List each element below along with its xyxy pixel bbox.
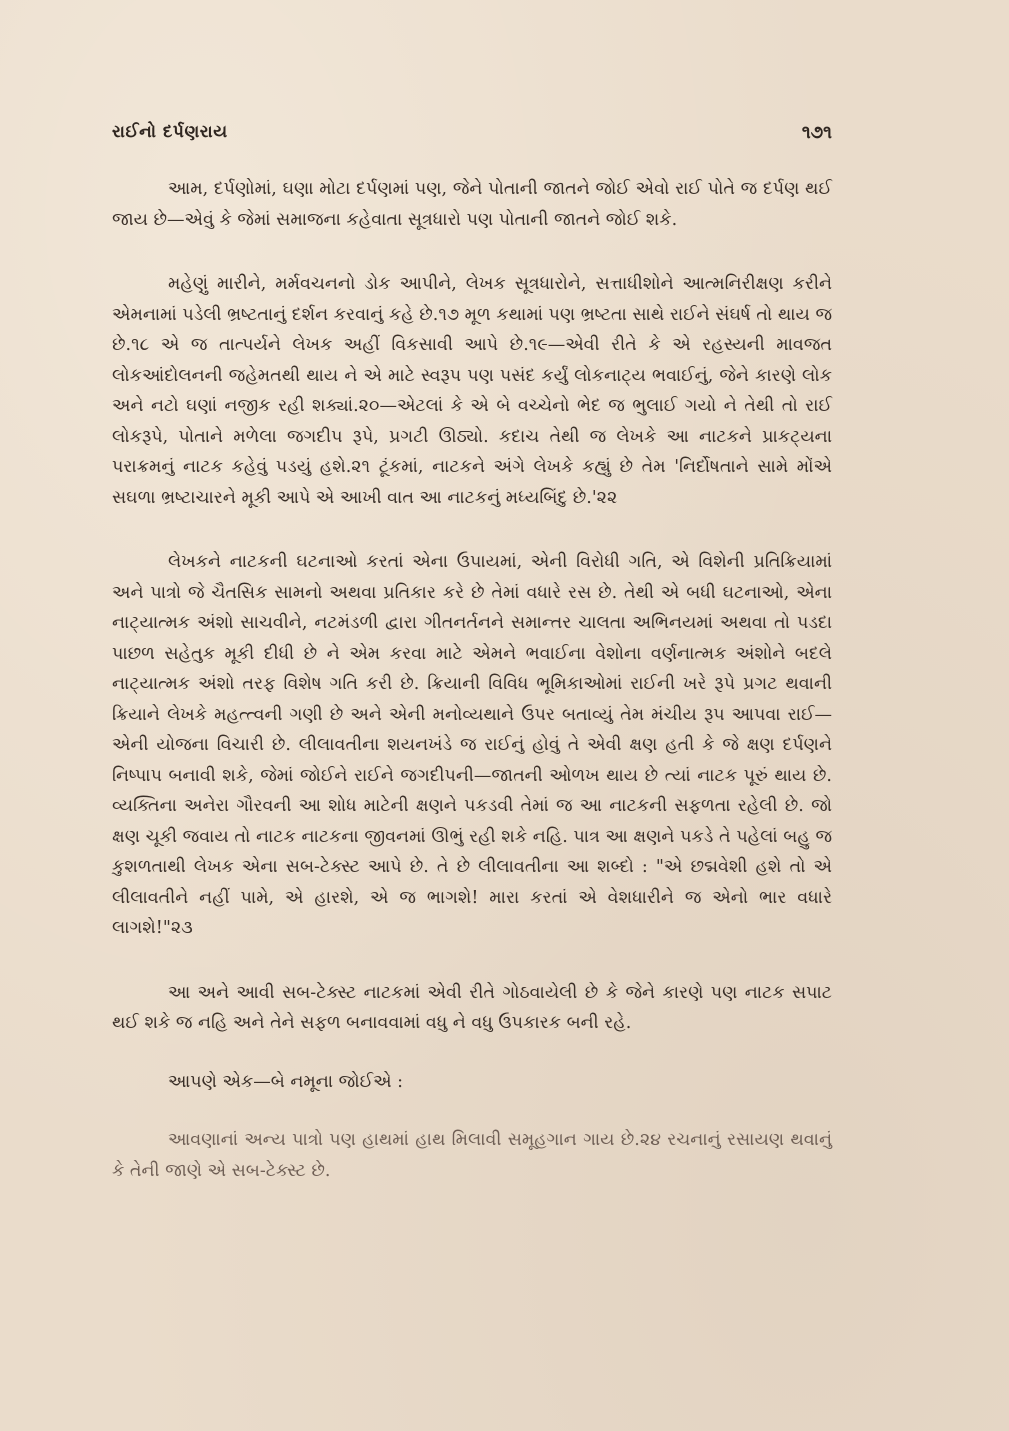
paragraph-2: મહેણું મારીને, મર્મવચનનો ડોક આપીને, લેખક સૂત્રધારોને, સત્તાધીશોને આત્મનિરીક્ષણ કરીને એમનામાં પડેલી ભ્રષ્ટતાનું દર્શન કરવાનું કહે છે.૧૭ મૂળ કથામાં પણ ભ્રષ્ટતા સાથે રાઈને સંઘર્ષ તો થાય જ છે.૧૮ એ જ તાત્પર્યને લેખક અહીં વિકસાવી આપે છે.૧૯—એવી રીતે કે એ રહસ્યની માવજત લોકઆંદોલનની જહેમતથી થાય ને એ માટે સ્વરૂપ પણ પસંદ કર્યું લોકનાટ્ય ભવાઈનું, જેને કારણે લોક અને નટો ઘણાં નજીક રહી શક્યાં.૨૦—એટલાં કે એ બે વચ્ચેનો ભેદ જ ભુલાઈ ગયો ને તેથી તો રાઈ લોકરૂપે, પોતાને મળેલા જગદીપ રૂપે, પ્રગટી ઊઠ્યો. કદાચ તેથી જ લેખકે આ નાટકને પ્રાકટ્યના પરાક્રમનું નાટક કહેવું પડયું હશે.૨૧ ટૂંકમાં, નાટકને અંગે લેખકે કહ્યું છે તેમ 'નિર્દોષતાને સામે મોંએ સઘળા ભ્રષ્ટાચારને મૂકી આપે એ આખી વાત આ નાટકનું મધ્યબિંદુ છે.'૨૨ [112, 274, 832, 508]
paragraph-3: લેખકને નાટકની ઘટનાઓ કરતાં એના ઉપાયમાં, એની વિરોધી ગતિ, એ વિશેની પ્રતિક્રિયામાં અને પાત્રો જે ચૈતસિક સામનો અથવા પ્રતિકાર કરે છે તેમાં વધારે રસ છે. તેથી એ બધી ઘટનાઓ, એના નાટ્યાત્મક અંશો સાચવીને, નટમંડળી દ્વારા ગીતનર્તનને સમાન્તર ચાલતા અભિનયમાં અથવા તો પડદા પાછળ સહેતુક મૂકી દીધી છે ને એમ કરવા માટે એમને ભવાઈના વેશોના વર્ણનાત્મક અંશોને બદલે નાટ્યાત્મક અંશો તરફ વિશેષ ગતિ કરી છે. ક્રિયાની વિવિધ ભૂમિકાઓમાં રાઈની ખરે રૂપે પ્રગટ થવાની ક્રિયાને લેખકે મહત્ત્વની ગણી છે અને એની મનોવ્યથાને ઉપર બતાવ્યું તેમ મંચીય રૂપ આપવા રાઈ—એની યોજના વિચારી છે. લીલાવતીના શયનખંડે જ રાઈનું હોવું તે એવી ક્ષણ હતી કે જે ક્ષણ દર્પણને નિષ્પાપ બનાવી શકે, જેમાં જોઈને રાઈને જગદીપની—જાતની ઓળખ થાય છે ત્યાં નાટક પૂરું થાય છે. વ્યક્તિના અનેરા ગૌરવની આ શોધ માટેની ક્ષણને પકડવી તેમાં જ આ નાટકની સફળતા રહેલી છે. જો ક્ષણ ચૂકી જવાય તો નાટક નાટકના જીવનમાં ઊભું રહી શકે નહિ. પાત્ર આ ક્ષણને પકડે તે પહેલાં બહુ જ કુશળતાથી લેખક એના સબ-ટેક્સ્ટ આપે છે. તે છે લીલાવતીના આ શબ્દો : "એ છદ્મવેશી હશે તો એ લીલાવતીને નહીં પામે, એ હારશે, એ જ ભાગશે! મારા કરતાં એ વેશધારીને જ એનો ભાર વધારે લાગશે!"૨૩ [112, 552, 832, 938]
running-header [112, 122, 832, 152]
body-text [112, 174, 832, 1186]
paragraph-6: આવણાનાં અન્ય પાત્રો પણ હાથમાં હાથ મિલાવી સમૂહગાન ગાય છે.૨૪ રચનાનું રસાયણ થવાનું કે તેની જાણે એ સબ-ટેક્સ્ટ છે. [112, 1130, 832, 1181]
paragraph-1: આમ, દર્પણોમાં, ઘણા મોટા દર્પણમાં પણ, જેને પોતાની જાતને જોઈ એવો રાઈ પોતે જ દર્પણ થઈ જાય છે—એવું કે જેમાં સમાજના કહેવાતા સૂત્રધારો પણ પોતાની જાતને જોઈ શકે. [112, 179, 832, 230]
paragraph-5: આપણે એક—બે નમૂના જોઈએ : [168, 1071, 404, 1092]
page-number: ૧૭૧ [801, 122, 832, 143]
paragraph-4: આ અને આવી સબ-ટેક્સ્ટ નાટકમાં એવી રીતે ગોઠવાયેલી છે કે જેને કારણે પણ નાટક સપાટ થઈ શકે જ નહિ અને તેને સફળ બનાવવામાં વધુ ને વધુ ઉપકારક બની રહે. [112, 982, 832, 1033]
running-title: રાઈનો દર્પણરાય [112, 122, 228, 142]
